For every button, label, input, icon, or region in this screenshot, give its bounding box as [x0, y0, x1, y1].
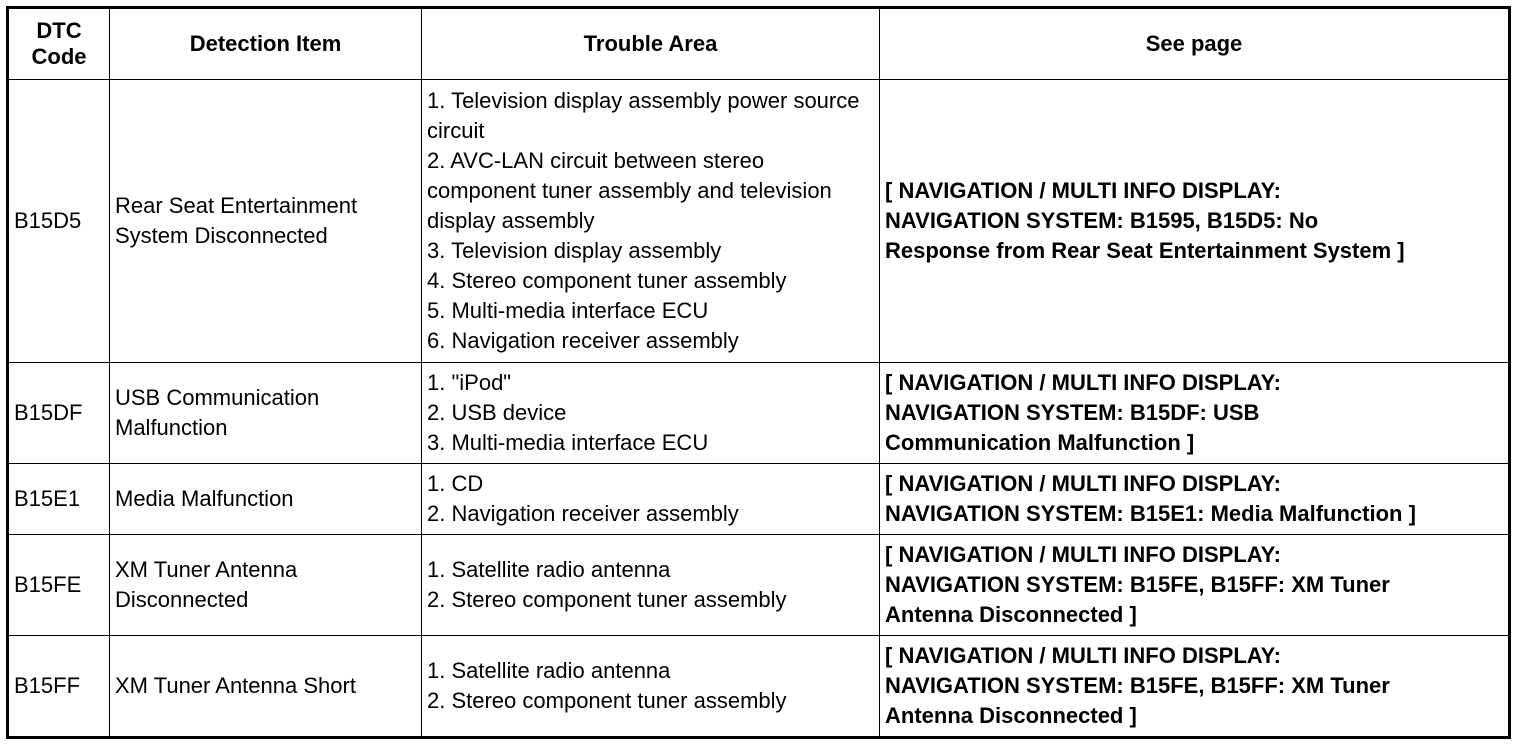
detection-item-line: XM Tuner Antenna Short: [115, 673, 356, 698]
see-page-line: NAVIGATION SYSTEM: B15DF: USB: [885, 400, 1260, 425]
table-row: [8, 363, 1510, 464]
trouble-area-cell: [422, 636, 880, 738]
trouble-area-item: 3. Television display assembly: [427, 238, 722, 263]
trouble-area-item: 4. Stereo component tuner assembly: [427, 268, 787, 293]
detection-item-cell: [110, 535, 422, 636]
see-page-line: [ NAVIGATION / MULTI INFO DISPLAY:: [885, 471, 1281, 496]
see-page-line: [ NAVIGATION / MULTI INFO DISPLAY:: [885, 178, 1281, 203]
detection-item-line: System Disconnected: [115, 223, 328, 248]
see-page-line: NAVIGATION SYSTEM: B15FE, B15FF: XM Tuner: [885, 572, 1390, 597]
trouble-area-cell: [422, 535, 880, 636]
trouble-area-item: 2. Stereo component tuner assembly: [427, 688, 787, 713]
detection-item-cell: [110, 464, 422, 535]
detection-item-line: Disconnected: [115, 587, 249, 612]
see-page-line: [ NAVIGATION / MULTI INFO DISPLAY:: [885, 370, 1281, 395]
table-row: [8, 80, 1510, 363]
trouble-area-item: 2. USB device: [427, 400, 567, 425]
header-detection-item: Detection Item: [110, 8, 422, 80]
detection-item-cell: [110, 363, 422, 464]
detection-item-line: Media Malfunction: [115, 486, 294, 511]
see-page-line: [ NAVIGATION / MULTI INFO DISPLAY:: [885, 542, 1281, 567]
table-row: [8, 464, 1510, 535]
dtc-table: [6, 6, 1511, 739]
see-page-line: Response from Rear Seat Entertainment System ]: [885, 238, 1405, 263]
dtc-code-cell: B15DF: [8, 363, 110, 464]
see-page-cell: [880, 636, 1510, 738]
trouble-area-item: 5. Multi-media interface ECU: [427, 298, 709, 323]
detection-item-line: XM Tuner Antenna: [115, 557, 298, 582]
trouble-area-item: 1. "iPod": [427, 370, 512, 395]
see-page-line: NAVIGATION SYSTEM: B15E1: Media Malfunction ]: [885, 501, 1416, 526]
detection-item-cell: [110, 80, 422, 363]
see-page-cell: [880, 363, 1510, 464]
see-page-line: NAVIGATION SYSTEM: B15FE, B15FF: XM Tuner: [885, 673, 1390, 698]
trouble-area-item: 2. Navigation receiver assembly: [427, 501, 739, 526]
header-dtc-code-line-1: DTC: [36, 18, 82, 43]
dtc-code-cell: B15FF: [8, 636, 110, 738]
header-trouble-area: Trouble Area: [422, 8, 880, 80]
trouble-area-cell: [422, 363, 880, 464]
see-page-line: NAVIGATION SYSTEM: B1595, B15D5: No: [885, 208, 1319, 233]
trouble-area-cell: [422, 80, 880, 363]
see-page-line: Communication Malfunction ]: [885, 430, 1195, 455]
table-row: [8, 636, 1510, 738]
see-page-cell: [880, 464, 1510, 535]
detection-item-cell: [110, 636, 422, 738]
detection-item-line: USB Communication: [115, 385, 320, 410]
header-see-page: See page: [880, 8, 1510, 80]
see-page-line: Antenna Disconnected ]: [885, 703, 1137, 728]
see-page-cell: [880, 535, 1510, 636]
header-dtc-code: [8, 8, 110, 80]
header-row: [8, 8, 1510, 80]
trouble-area-cell: [422, 464, 880, 535]
trouble-area-item: 1. Satellite radio antenna: [427, 557, 671, 582]
detection-item-line: Rear Seat Entertainment: [115, 193, 358, 218]
see-page-line: [ NAVIGATION / MULTI INFO DISPLAY:: [885, 643, 1281, 668]
trouble-area-item: 1. CD: [427, 471, 484, 496]
dtc-code-cell: B15D5: [8, 80, 110, 363]
trouble-area-item: 1. Satellite radio antenna: [427, 658, 671, 683]
detection-item-line: Malfunction: [115, 415, 228, 440]
table-row: [8, 535, 1510, 636]
dtc-code-cell: B15E1: [8, 464, 110, 535]
dtc-code-cell: B15FE: [8, 535, 110, 636]
trouble-area-item: 2. Stereo component tuner assembly: [427, 587, 787, 612]
trouble-area-item: 2. AVC-LAN circuit between stereo component tuner assembly and television display assembly: [427, 148, 832, 233]
trouble-area-item: 3. Multi-media interface ECU: [427, 430, 709, 455]
trouble-area-item: 6. Navigation receiver assembly: [427, 328, 739, 353]
see-page-line: Antenna Disconnected ]: [885, 602, 1137, 627]
see-page-cell: [880, 80, 1510, 363]
header-dtc-code-line-2: Code: [31, 44, 87, 69]
trouble-area-item: 1. Television display assembly power source circuit: [427, 88, 860, 143]
